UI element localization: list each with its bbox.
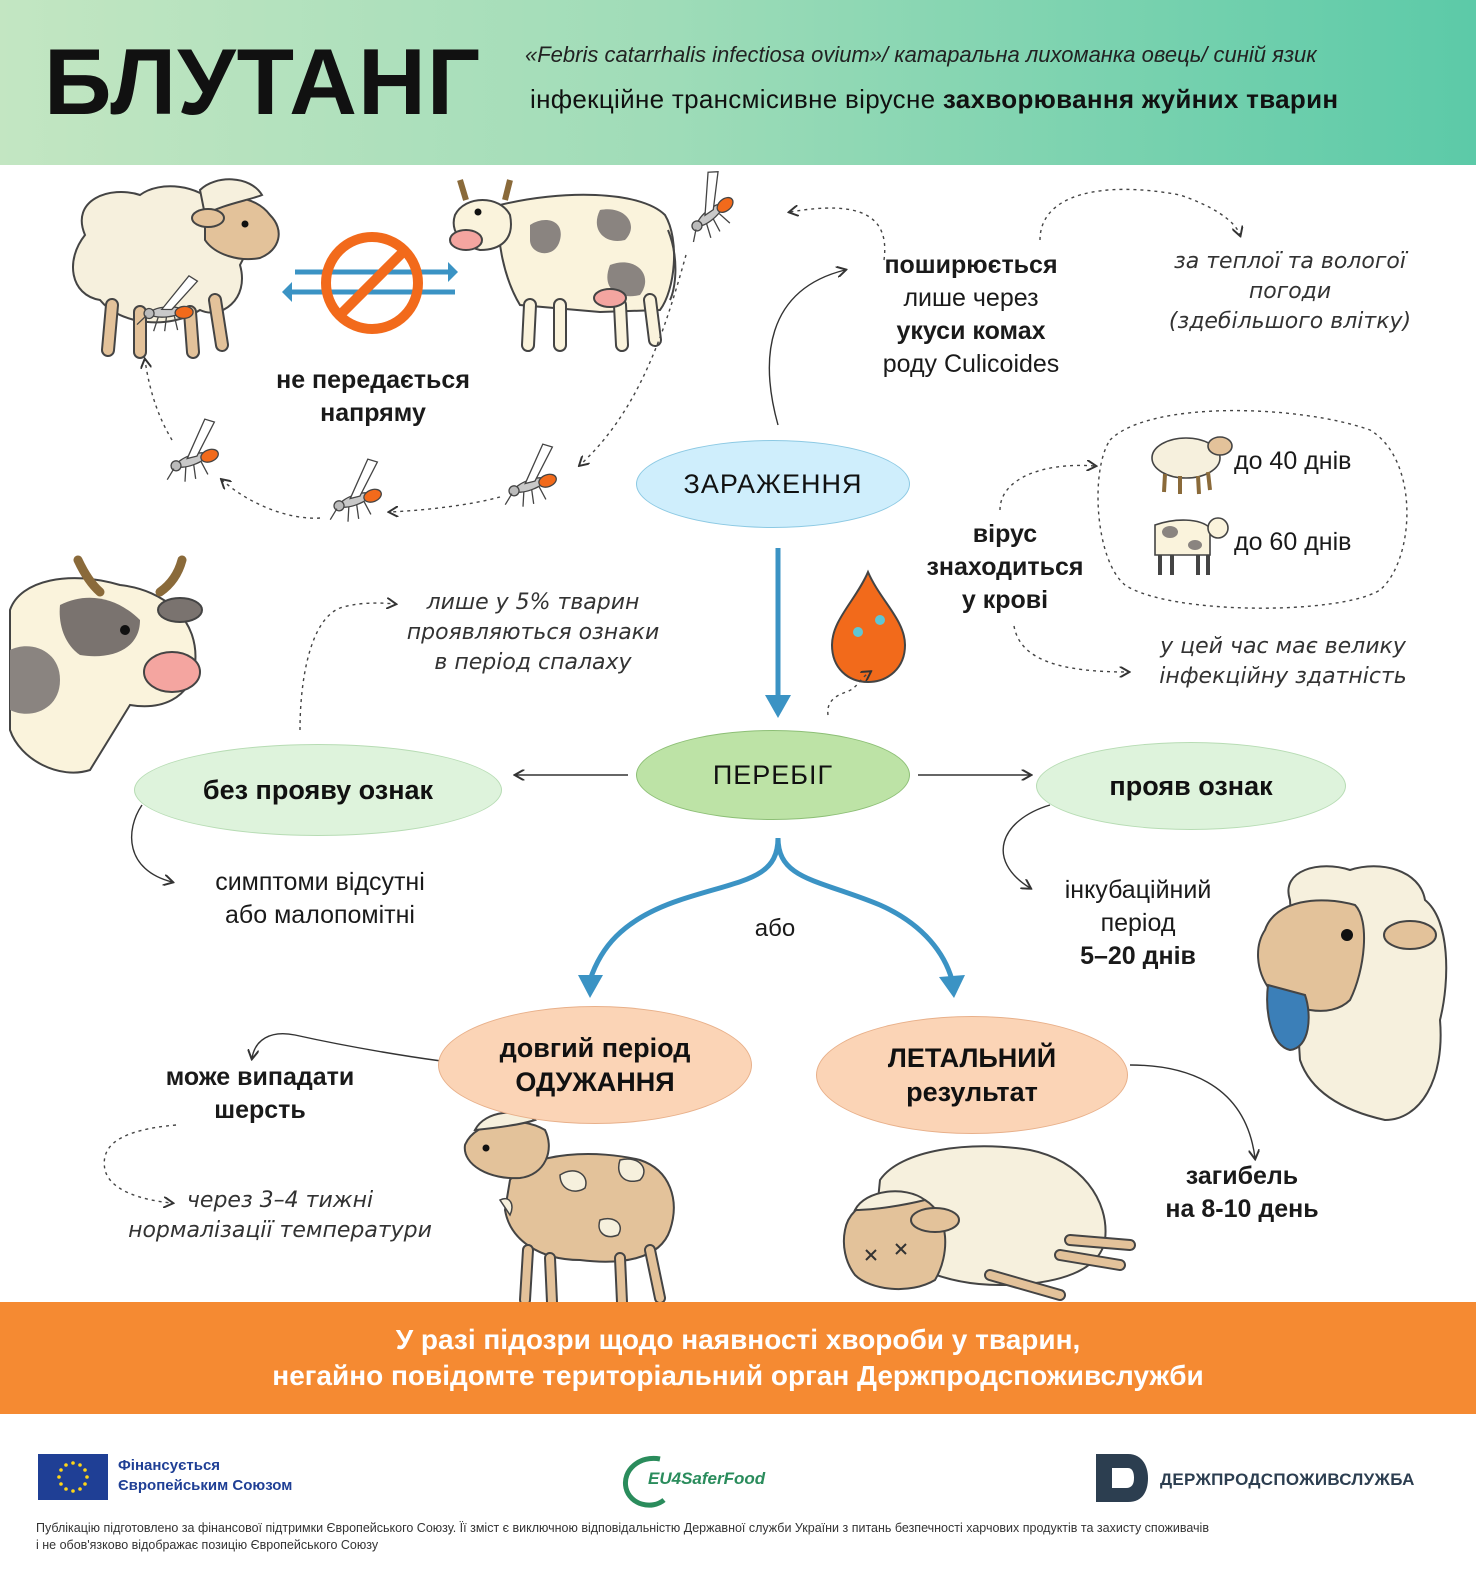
sheep-days-text: до 40 днів [1234,447,1352,475]
weeks-line2: нормалізації температури [128,1218,432,1243]
spread-line3: укуси комах [896,317,1046,345]
blood-text [905,518,1105,617]
page-title: БЛУТАНГ [44,29,482,134]
wool-line2: шерсть [214,1096,306,1124]
sheep-icon [73,179,279,352]
cow-icon [450,180,675,345]
pct-line3: в період спалаху [434,650,632,675]
recovery-line1: довгий період [499,1033,691,1063]
death-text [1142,1160,1342,1226]
prohibited-icon [282,237,458,329]
eu-line2: Європейським Союзом [118,1477,293,1494]
node-course: ПЕРЕБІГ [636,730,910,820]
incubation-text [1038,874,1238,973]
lethal-line2: результат [906,1077,1038,1107]
spread-text [856,249,1086,381]
note-line1: Публікацію підготовлено за фінансової підтримки Європейського Союзу. Її зміст є виключною відповідальністю Державної служби України з питань безпечності харчових продуктів та захисту споживачів [36,1521,1209,1535]
or-text: або [754,915,796,942]
blue-tongue-sheep-icon [1258,866,1446,1120]
death-line1: загибель [1185,1162,1299,1190]
wool-line1: може випадати [165,1063,355,1091]
node-infection: ЗАРАЖЕННЯ [636,440,910,528]
warning-banner [0,1302,1476,1414]
blood-drop-icon [832,572,905,682]
weeks-line1: через 3–4 тижні [186,1188,374,1213]
eu-flag-icon [38,1454,108,1500]
weeks-text [100,1186,460,1246]
lethal-line1: ЛЕТАЛЬНИЙ [887,1043,1057,1073]
small-cow-icon [1155,518,1228,575]
spread-line4: роду Culicoides [882,350,1060,378]
not-direct-text [248,364,498,430]
incub-line3: 5–20 днів [1080,942,1196,970]
spread-line1: поширюється [884,251,1058,279]
eu-funding-text [118,1456,292,1496]
eu4safefood-text: EU4SaferFood [648,1469,766,1488]
node-signs: прояв ознак [1036,742,1346,830]
cow-days-text: до 60 днів [1234,528,1352,556]
dead-sheep-icon [844,1146,1130,1295]
subtitle-bold: захворювання жуйних тварин [942,84,1339,114]
banner-line1: У разі підозри щодо наявності хвороби у тварин, [395,1324,1081,1355]
infectivity-text [1138,632,1428,692]
cow-head-icon [10,560,202,773]
infect-line1: у цей час має велику [1160,634,1406,659]
symptoms-absent-text [185,866,455,932]
dps-logo [1096,1454,1148,1502]
blood-line3: у крові [961,586,1049,614]
five-percent-text [388,588,678,678]
absent-line2: або малопомітні [225,901,415,929]
node-recovery [438,1006,752,1124]
lamb-icon [465,1113,674,1302]
blood-line2: знаходиться [926,553,1084,581]
weather-text [1140,247,1440,337]
incub-line2: період [1100,909,1176,937]
dps-text: ДЕРЖПРОДСПОЖИВСЛУЖБА [1160,1470,1415,1489]
subtitle-latin: «Febris catarrhalis infectiosa ovium»/ катаральна лихоманка овець/ синій язик [525,42,1317,67]
spread-line2: лише через [903,284,1039,312]
weather-line1: за теплої та вологої [1174,249,1406,274]
infect-line2: інфекційну здатність [1159,664,1407,689]
death-line2: на 8-10 день [1165,1195,1319,1223]
node-lethal [816,1016,1128,1134]
disclaimer-note [36,1520,1446,1554]
absent-line1: симптоми відсутні [215,868,425,896]
weather-line3: (здебільшого влітку) [1168,309,1412,334]
not-direct-line1: не передається [276,366,470,394]
banner-line2: негайно повідомте територіальний орган Держпродспоживслужби [272,1360,1204,1391]
wool-loss-text [135,1061,385,1127]
note-line2: і не обов'язково відображає позицію Європейського Союзу [36,1538,379,1552]
recovery-line2: ОДУЖАННЯ [515,1067,675,1097]
subtitle-plain: інфекційне трансмісивне вірусне [530,84,943,114]
weather-line2: погоди [1248,279,1332,304]
pct-line1: лише у 5% тварин [426,590,640,615]
eu-line1: Фінансується [118,1457,221,1474]
blood-line1: вірус [972,520,1038,548]
not-direct-line2: напряму [320,399,426,427]
incub-line1: інкубаційний [1064,876,1212,904]
pct-line2: проявляються ознаки [406,620,660,645]
small-sheep-icon [1152,437,1232,494]
node-no-signs: без прояву ознак [134,744,502,836]
